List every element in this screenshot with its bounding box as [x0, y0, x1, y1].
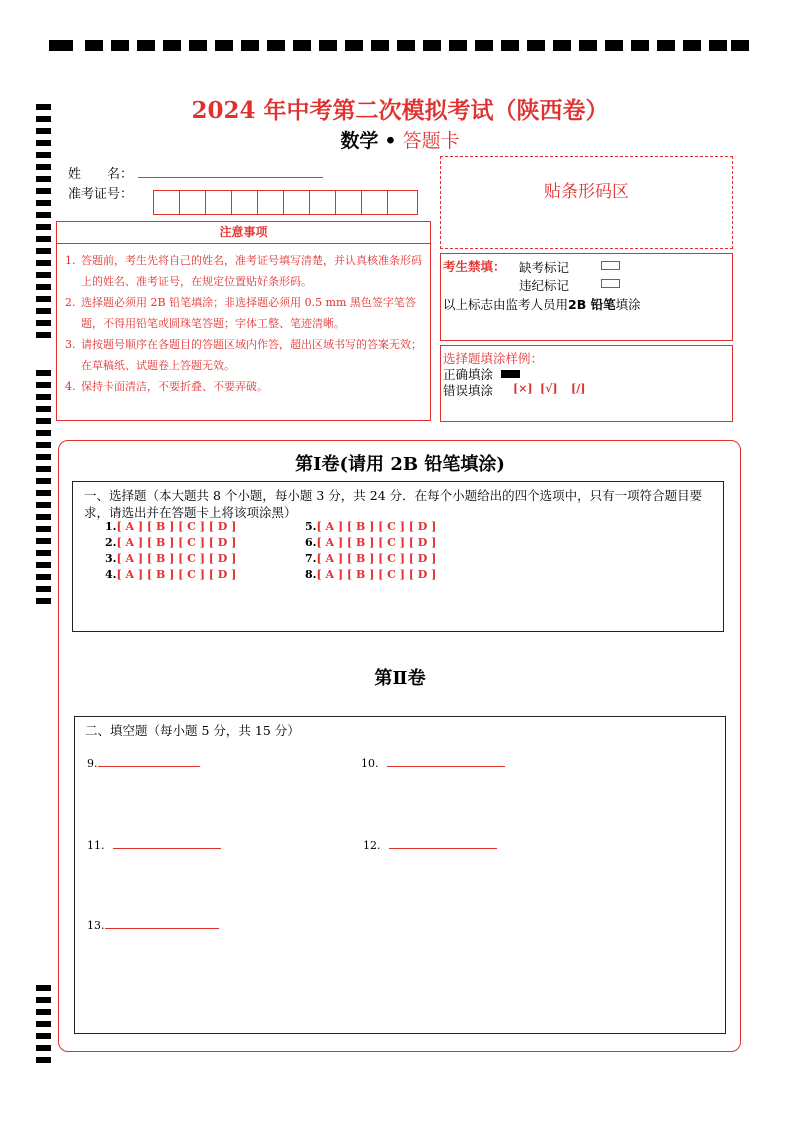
examiner-only-panel — [440, 253, 733, 341]
timing-mark — [36, 200, 51, 206]
timing-mark — [501, 40, 519, 51]
timing-mark — [36, 308, 51, 314]
answer-line[interactable] — [389, 839, 497, 849]
timing-mark — [731, 40, 749, 51]
timing-mark — [36, 526, 51, 532]
timing-mark — [709, 40, 727, 51]
id-label: 准考证号： — [68, 187, 134, 202]
timing-mark — [397, 40, 415, 51]
fill-question-9[interactable]: 9. — [87, 757, 200, 770]
id-digit-box[interactable] — [205, 190, 232, 215]
id-digit-box[interactable] — [309, 190, 336, 215]
timing-mark — [189, 40, 207, 51]
id-digit-box[interactable] — [361, 190, 388, 215]
mc-question-7[interactable]: 7.[ A ] [ B ] [ C ] [ D ] — [305, 552, 437, 565]
timing-mark — [36, 538, 51, 544]
id-digit-box[interactable] — [257, 190, 284, 215]
timing-mark — [49, 40, 73, 51]
notes-heading: 注意事项 — [57, 222, 430, 244]
answer-line[interactable] — [113, 839, 221, 849]
timing-mark — [36, 574, 51, 580]
timing-mark — [371, 40, 389, 51]
timing-mark — [36, 296, 51, 302]
timing-mark — [85, 40, 103, 51]
id-digit-box[interactable] — [335, 190, 362, 215]
answer-line[interactable] — [98, 757, 200, 767]
mc-question-8[interactable]: 8.[ A ] [ B ] [ C ] [ D ] — [305, 568, 437, 581]
exam-title: 2024 年中考第二次模拟考试（陕西卷） — [191, 97, 609, 124]
notes-panel — [56, 221, 431, 421]
timing-mark — [553, 40, 571, 51]
fill-section — [74, 716, 726, 1034]
note-item: 3. 请按题号顺序在各题目的答题区域内作答，超出区域书写的答案无效；在草稿纸、试题卷上答题无效。 — [65, 338, 422, 372]
timing-mark — [36, 430, 51, 436]
timing-mark — [36, 997, 51, 1003]
forbid-label: 考生禁填： — [443, 259, 506, 274]
timing-mark — [293, 40, 311, 51]
timing-mark — [345, 40, 363, 51]
absent-mark-label: 缺考标记 — [519, 260, 570, 275]
timing-mark — [36, 514, 51, 520]
name-field[interactable] — [138, 177, 323, 178]
timing-mark — [36, 586, 51, 592]
timing-mark — [111, 40, 129, 51]
timing-mark — [36, 442, 51, 448]
mc-question-4[interactable]: 4.[ A ] [ B ] [ C ] [ D ] — [105, 568, 237, 581]
note-item: 4. 保持卡面清洁，不要折叠、不要弄破。 — [65, 380, 268, 393]
id-digit-box[interactable] — [283, 190, 310, 215]
barcode-area — [440, 156, 733, 249]
fill-instructions: 二、填空题（每小题 5 分，共 15 分） — [85, 723, 300, 738]
timing-mark — [319, 40, 337, 51]
fill-question-11[interactable]: 11. — [87, 839, 221, 852]
timing-mark — [631, 40, 649, 51]
timing-mark — [36, 320, 51, 326]
barcode-label: 贴条形码区 — [544, 182, 629, 202]
timing-mark — [36, 284, 51, 290]
sample-heading: 选择题填涂样例： — [443, 351, 544, 366]
timing-mark — [657, 40, 675, 51]
wrong-fill-label: 错误填涂 — [443, 383, 494, 398]
timing-mark — [36, 1057, 51, 1063]
wrong-mark-check: [√] — [540, 382, 558, 395]
mc-question-2[interactable]: 2.[ A ] [ B ] [ C ] [ D ] — [105, 536, 237, 549]
timing-mark — [36, 176, 51, 182]
part1-title: 第Ⅰ卷(请用 2B 铅笔填涂) — [295, 454, 505, 475]
wrong-mark-slash: [/] — [571, 382, 586, 395]
timing-mark — [449, 40, 467, 51]
timing-mark — [36, 248, 51, 254]
id-digit-box[interactable] — [387, 190, 418, 215]
timing-mark — [36, 212, 51, 218]
timing-mark — [605, 40, 623, 51]
fill-question-10[interactable]: 10. — [361, 757, 505, 770]
timing-mark — [683, 40, 701, 51]
note-item: 1. 答题前，考生先将自己的姓名，准考证号填写清楚，并认真核准条形码上的姓名、准考证号，在规定位置贴好条形码。 — [65, 254, 422, 288]
timing-mark — [36, 188, 51, 194]
subject-label: 数学 — [340, 130, 379, 152]
timing-mark — [36, 224, 51, 230]
timing-mark — [241, 40, 259, 51]
mc-question-5[interactable]: 5.[ A ] [ B ] [ C ] [ D ] — [305, 520, 437, 533]
timing-mark — [163, 40, 181, 51]
fill-question-13[interactable]: 13. — [87, 919, 219, 932]
mc-section — [72, 481, 724, 632]
timing-mark — [423, 40, 441, 51]
timing-mark — [36, 406, 51, 412]
timing-mark — [36, 1021, 51, 1027]
mc-question-6[interactable]: 6.[ A ] [ B ] [ C ] [ D ] — [305, 536, 437, 549]
timing-mark — [36, 598, 51, 604]
absent-mark-box[interactable] — [601, 261, 620, 270]
timing-mark — [36, 272, 51, 278]
timing-mark — [36, 1009, 51, 1015]
timing-mark — [36, 418, 51, 424]
id-digit-box[interactable] — [179, 190, 206, 215]
correct-fill-label: 正确填涂 — [443, 367, 494, 382]
timing-mark — [36, 490, 51, 496]
mc-question-1[interactable]: 1.[ A ] [ B ] [ C ] [ D ] — [105, 520, 237, 533]
correct-fill-mark — [501, 370, 520, 378]
mc-question-3[interactable]: 3.[ A ] [ B ] [ C ] [ D ] — [105, 552, 237, 565]
notes-list — [65, 250, 425, 397]
timing-mark — [267, 40, 285, 51]
timing-mark — [36, 562, 51, 568]
forbid-note: 以上标志由监考人员用2B 铅笔填涂 — [443, 297, 641, 312]
timing-mark — [137, 40, 155, 51]
answer-sheet-label: 答题卡 — [402, 130, 460, 152]
exam-subtitle — [0, 126, 800, 153]
fill-question-12[interactable]: 12. — [363, 839, 497, 852]
timing-mark — [36, 1033, 51, 1039]
timing-mark — [36, 985, 51, 991]
timing-mark — [36, 260, 51, 266]
part2-title: 第Ⅱ卷 — [374, 668, 426, 689]
timing-mark — [36, 478, 51, 484]
timing-mark — [475, 40, 493, 51]
timing-mark — [36, 236, 51, 242]
timing-mark — [36, 164, 51, 170]
timing-mark — [36, 332, 51, 338]
id-digit-box[interactable] — [153, 190, 180, 215]
violation-mark-box[interactable] — [601, 279, 620, 288]
timing-mark — [36, 394, 51, 400]
name-label: 姓 名： — [68, 167, 134, 182]
violation-mark-label: 违纪标记 — [519, 278, 570, 293]
timing-mark — [36, 382, 51, 388]
timing-mark — [215, 40, 233, 51]
answer-line[interactable] — [105, 919, 219, 929]
mc-instructions: 一、选择题（本大题共 8 个小题，每小题 3 分，共 24 分．在每个小题给出的四个选项中，只有一项符合题目要求，请选出并在答题卡上将该项涂黑） — [84, 488, 703, 520]
timing-mark — [36, 502, 51, 508]
subtitle-dot: • — [384, 130, 397, 152]
timing-mark — [36, 550, 51, 556]
note-item: 2. 选择题必须用 2B 铅笔填涂；非选择题必须用 0.5 mm 黑色签字笔答题，不得用铅笔或圆珠笔答题；字体工整、笔迹清晰。 — [65, 296, 416, 330]
id-digit-box[interactable] — [231, 190, 258, 215]
timing-mark — [579, 40, 597, 51]
wrong-mark-cross: [×] — [513, 382, 533, 395]
timing-mark — [527, 40, 545, 51]
timing-mark — [36, 1045, 51, 1051]
timing-mark — [36, 370, 51, 376]
fill-sample-panel — [440, 345, 733, 422]
answer-line[interactable] — [387, 757, 505, 767]
